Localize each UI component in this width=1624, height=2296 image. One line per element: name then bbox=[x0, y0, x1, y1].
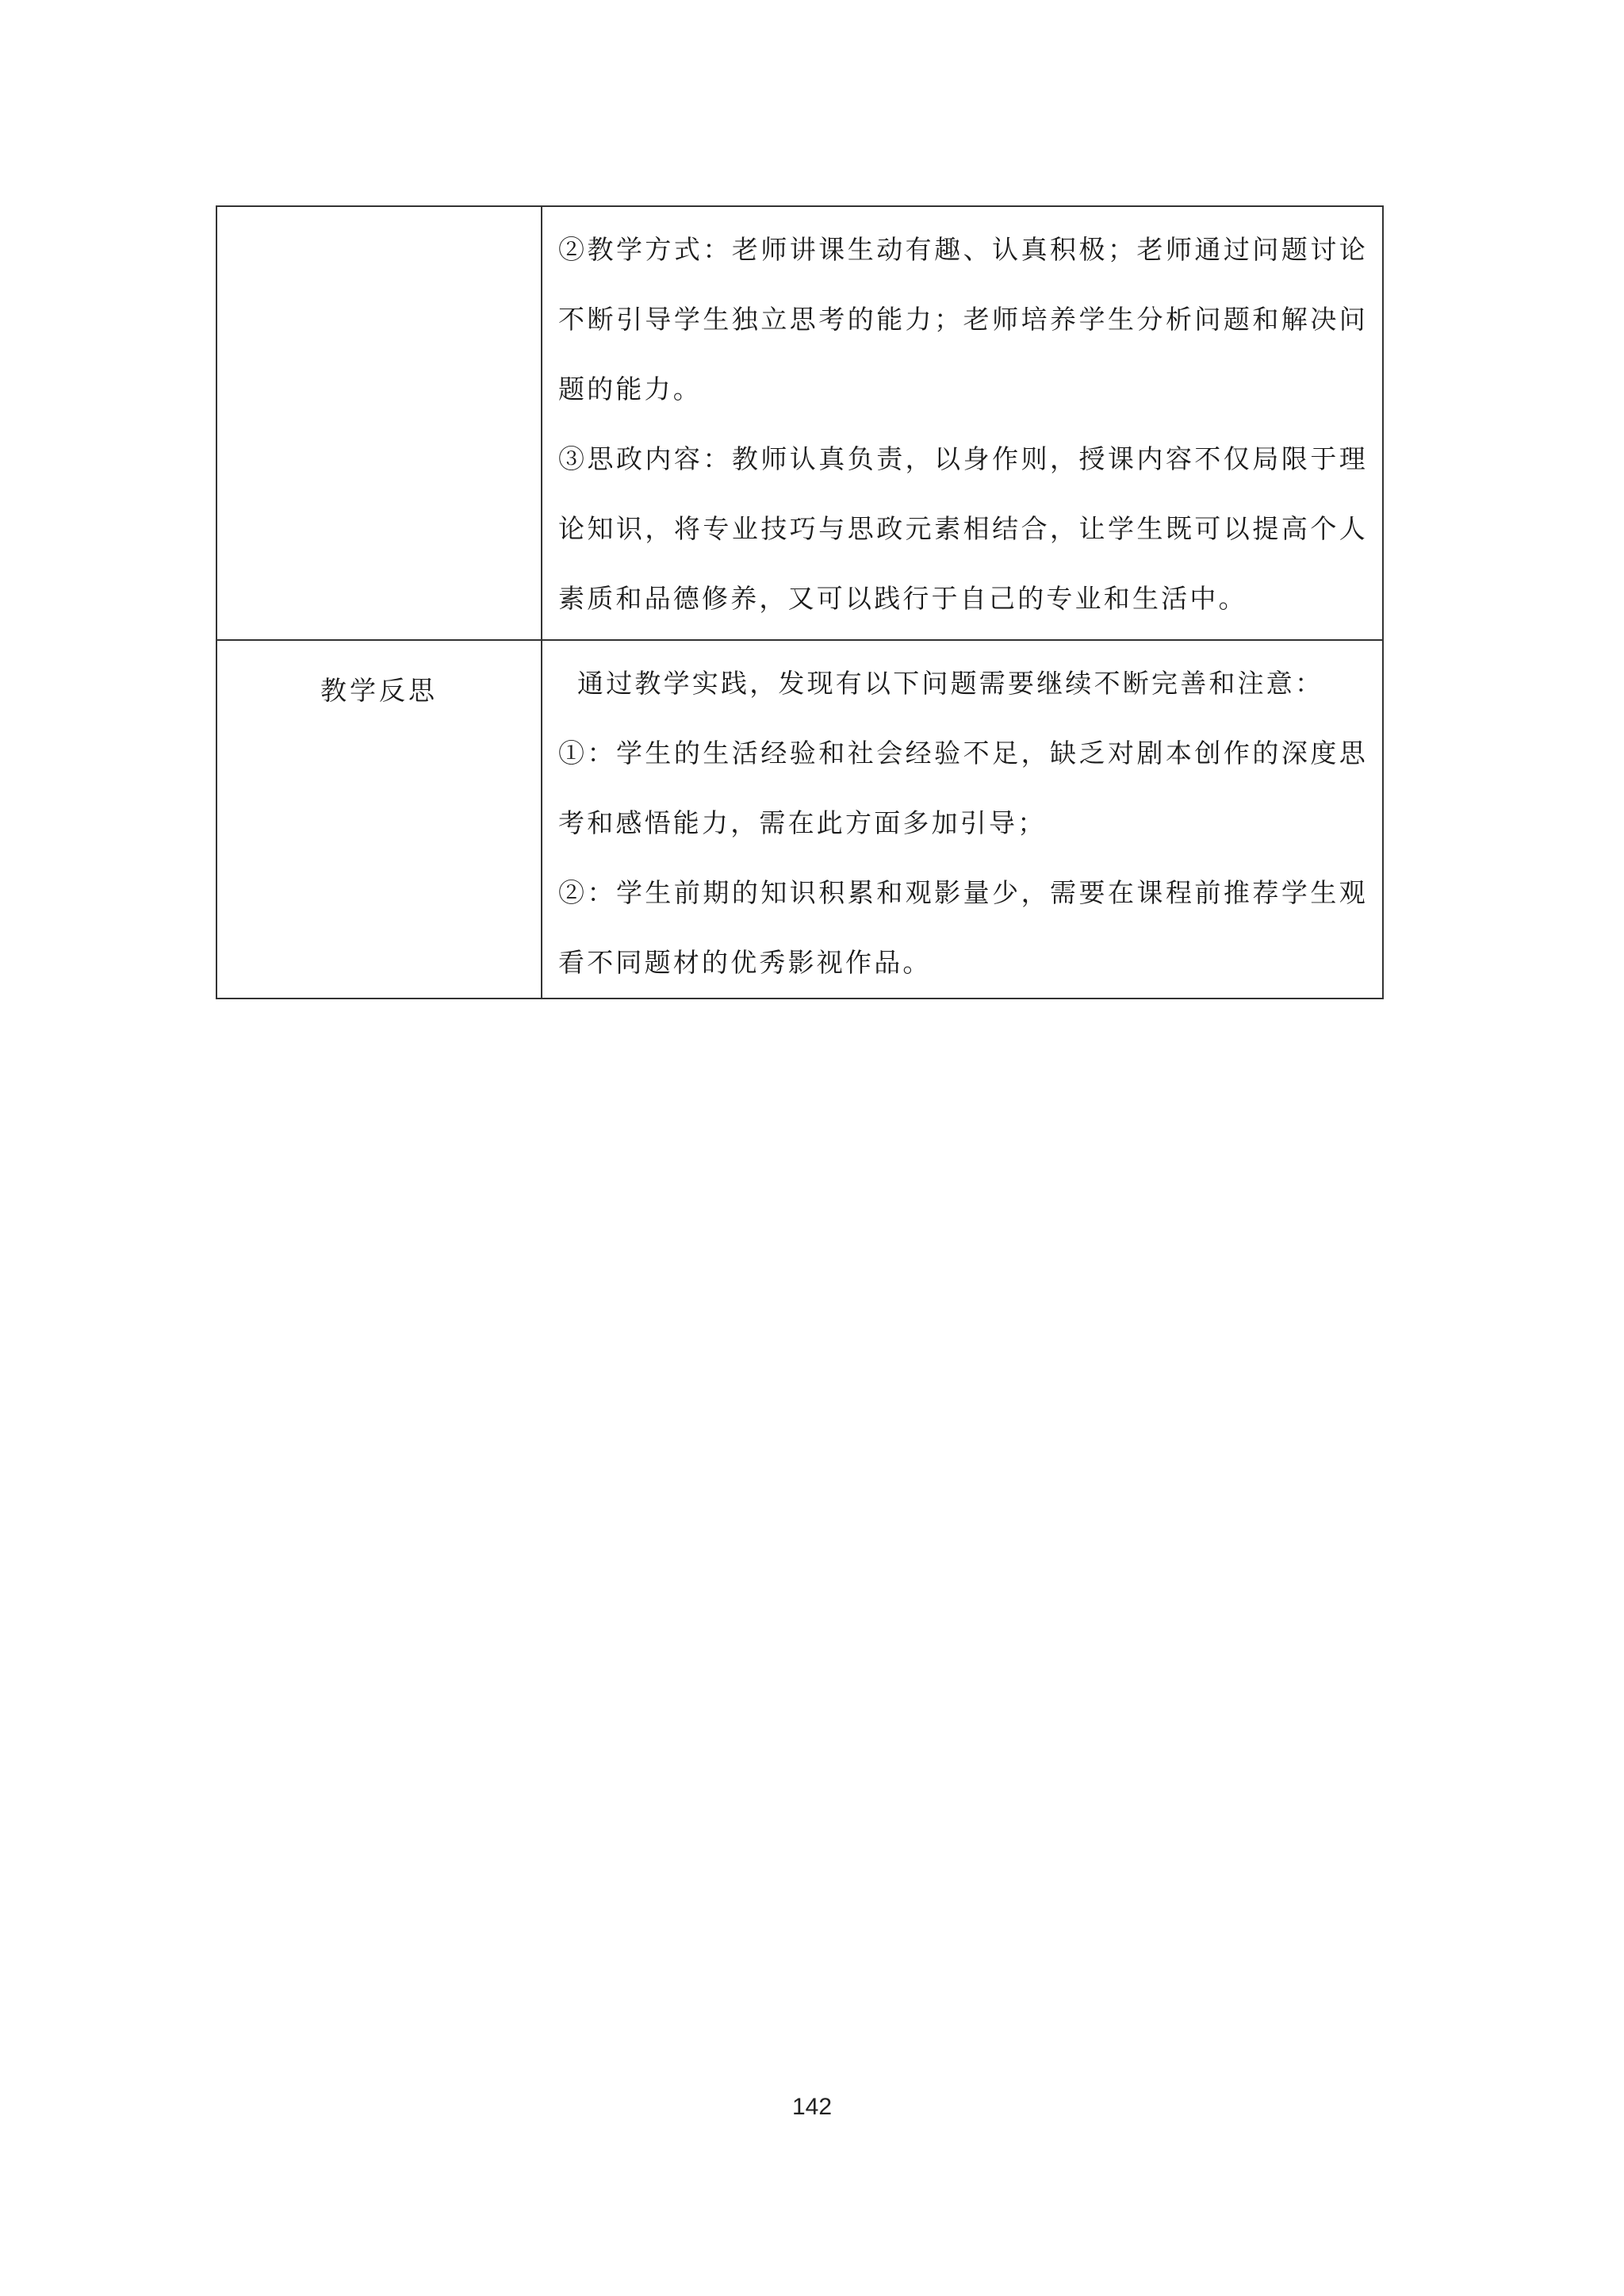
page-number: 142 bbox=[791, 2094, 833, 2120]
reflection-intro-paragraph: 通过教学实践，发现有以下问题需要继续不断完善和注意： bbox=[577, 668, 1324, 699]
table-row bbox=[216, 640, 1383, 999]
ideology-content-paragraph: ③思政内容：教师认真负责，以身作则，授课内容不仅局限于理论知识，将专业技巧与思政元素相结合，让学生既可以提高个人素质和品德修养，又可以践行于自己的专业和生活中。 bbox=[558, 443, 1368, 614]
document-table bbox=[216, 205, 1384, 999]
row-content-cell bbox=[542, 206, 1383, 640]
row-label-cell: 教学反思 bbox=[216, 640, 542, 999]
row-label-cell bbox=[216, 206, 542, 640]
reflection-point-1-paragraph: ①：学生的生活经验和社会经验不足，缺乏对剧本创作的深度思考和感悟能力，需在此方面多加引导； bbox=[558, 738, 1368, 838]
row-content-cell bbox=[542, 640, 1383, 999]
teaching-method-paragraph: ②教学方式：老师讲课生动有趣、认真积极；老师通过问题讨论不断引导学生独立思考的能力；老师培养学生分析问题和解决问题的能力。 bbox=[558, 234, 1368, 404]
table-row bbox=[216, 206, 1383, 640]
reflection-point-2-paragraph: ②：学生前期的知识积累和观影量少，需要在课程前推荐学生观看不同题材的优秀影视作品。 bbox=[558, 877, 1368, 978]
